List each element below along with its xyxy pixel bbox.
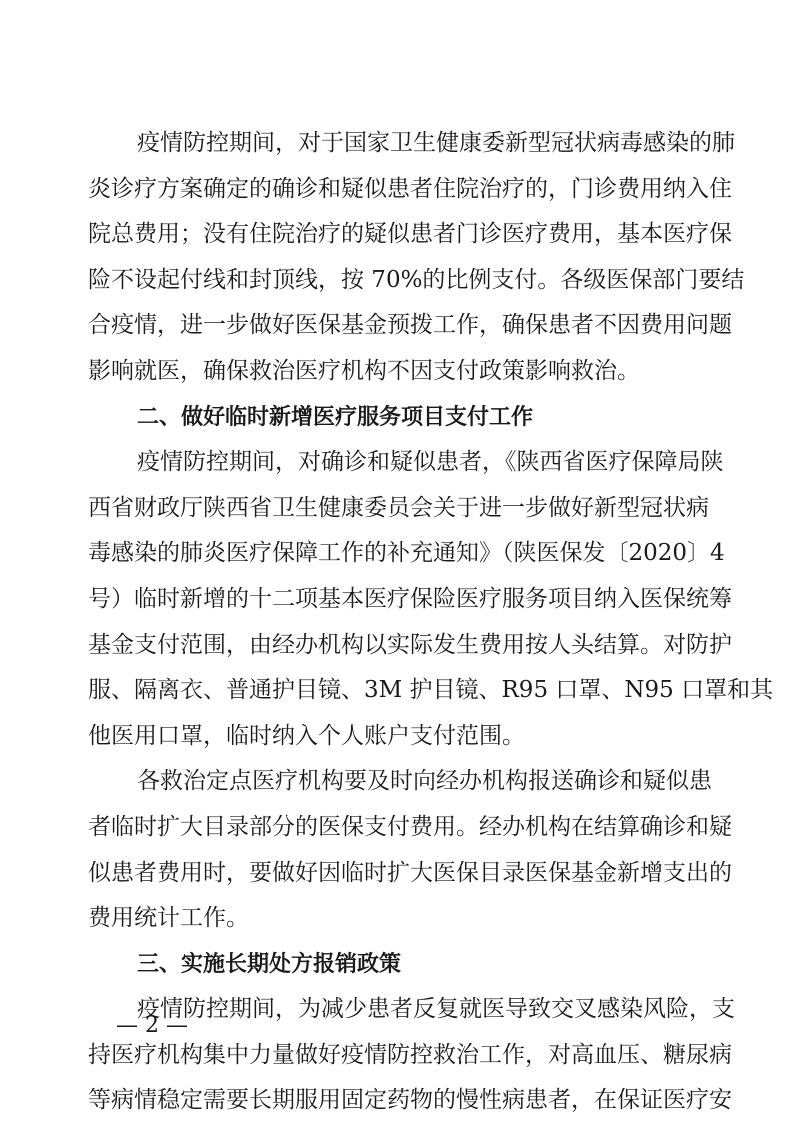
text-line: 基金支付范围，由经办机构以实际发生费用按人头结算。对防护: [88, 631, 732, 658]
text-line: 疫情防控期间，为减少患者反复就医导致交叉感染风险，支: [137, 996, 735, 1023]
paragraph-fee-inclusion: [88, 121, 745, 395]
text-line: 院总费用；没有住院治疗的疑似患者门诊医疗费用，基本医疗保: [88, 221, 732, 248]
text-line: 费用统计工作。: [88, 905, 249, 932]
text-line: 影响就医，确保救治医疗机构不因支付政策影响救治。: [88, 357, 640, 384]
text-line: 似患者费用时，要做好因临时扩大医保目录医保基金新增支出的: [88, 859, 732, 886]
text-line: 他医用口罩，临时纳入个人账户支付范围。: [88, 722, 525, 749]
text-line: 各救治定点医疗机构要及时向经办机构报送确诊和疑似患: [137, 768, 712, 795]
section-heading-temporary-services: 二、做好临时新增医疗服务项目支付工作: [137, 404, 534, 430]
section-heading-long-term-prescription: 三、实施长期处方报销政策: [137, 951, 402, 977]
text-line: 炎诊疗方案确定的确诊和疑似患者住院治疗的，门诊费用纳入住: [88, 175, 732, 202]
text-line: 者临时扩大目录部分的医保支付费用。经办机构在结算确诊和疑: [88, 813, 732, 840]
text-line: 服、隔离衣、普通护目镜、3M 护目镜、R95 口罩、N95 口罩和其: [88, 677, 774, 704]
text-line: 毒感染的肺炎医疗保障工作的补充通知》（陕医保发〔2020〕4: [88, 540, 725, 567]
paragraph-temporary-services: [88, 440, 774, 759]
text-line: 西省财政厅陕西省卫生健康委员会关于进一步做好新型冠状病: [88, 494, 709, 521]
paragraph-reporting: [88, 759, 732, 941]
text-line: 疫情防控期间，对确诊和疑似患者，《陕西省医疗保障局陕: [137, 449, 724, 476]
page-number: — 2 —: [116, 1013, 188, 1038]
text-line: 疫情防控期间，对于国家卫生健康委新型冠状病毒感染的肺: [137, 130, 735, 156]
text-line: 合疫情，进一步做好医保基金预拨工作，确保患者不因费用问题: [88, 312, 732, 339]
text-line: 等病情稳定需要长期服用固定药物的慢性病患者，在保证医疗安: [88, 1087, 732, 1114]
document-body: [88, 121, 774, 1124]
text-line: 号）临时新增的十二项基本医疗保险医疗服务项目纳入医保统筹: [88, 585, 732, 612]
paragraph-long-term-prescription: [88, 987, 735, 1124]
text-line: 持医疗机构集中力量做好疫情防控救治工作，对高血压、糖尿病: [88, 1041, 732, 1068]
text-line: 险不设起付线和封顶线，按 70%的比例支付。各级医保部门要结: [88, 266, 745, 293]
